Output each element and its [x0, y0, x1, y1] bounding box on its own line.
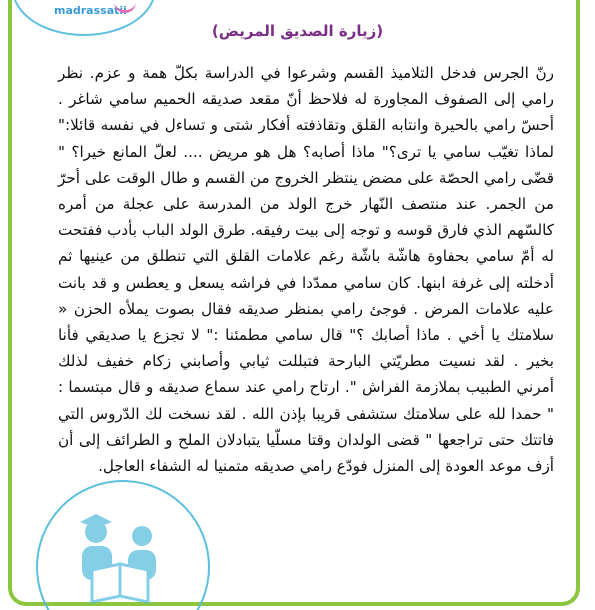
story-paragraph: رنّ الجرس فدخل التلاميذ القسم وشرعوا في الدراسة بكلّ همة و عزم. نظر رامي إلى الصفوف المجاورة له فلاحظ أنّ مقعد صديقه الحميم سامي شاغر . أحسّ رامي بالحيرة وانتابه القلق وتقاذفته أفكار شتى و تساءل في نفسه قائلا:" لماذا تغيّب سامي يا ترى؟" ماذا أصابه؟ هل هو مريض .... لعلّ المانع خيرا؟ " قضّى رامي الحصّة على مضض ينتظر الخروج من القسم و طال الوقت على أحرّ من الجمر. عند منتصف النّهار خرج الولد من المدرسة على عجلة من أمره كالسّهم الذي فارق قوسه و توجه إلى بيت رفيقه. طرق الولد الباب بأدب ففتحت له أمّ سامي بحفاوة هاشّة باشّة رغم علامات القلق التي تنطلق من عينيها ثم أدخلته إلى غرفة ابنها. كان سامي ممدّدا في فراشه يسعل و يعطس و قد بانت عليه علامات المرض . فوجئ رامي بمنظر صديقه فقال بصوت يملأه الحزن « سلامتك يا أخي . ماذا أصابك ؟" قال سامي مطمئنا :" لا تجزع يا صديقي فأنا بخير . لقد نسيت مطريّتي البارحة فتبللت ثيابي وأصابني زكام خفيف لذلك أمرني الطبيب بملازمة الفراش ". ارتاح رامي عند سماع صديقه و قال مبتسما : " حمدا لله على سلامتك ستشفى قريبا بإذن الله . لقد نسخت لك الدّروس التي فاتتك حتى تراجعها " قضى الولدان وقتا مسلّيا يتبادلان الملح و الطرائف إلى أن أزف موعد العودة إلى المنزل فودّع رامي صديقه متمنيا له الشفاء العاجل.: [58, 64, 554, 476]
reading-children-icon: [62, 510, 182, 610]
logo-text: madrassatii: [54, 4, 127, 17]
story-text: [58, 60, 554, 479]
page-title: (زيارة الصديق المريض): [211, 22, 384, 40]
